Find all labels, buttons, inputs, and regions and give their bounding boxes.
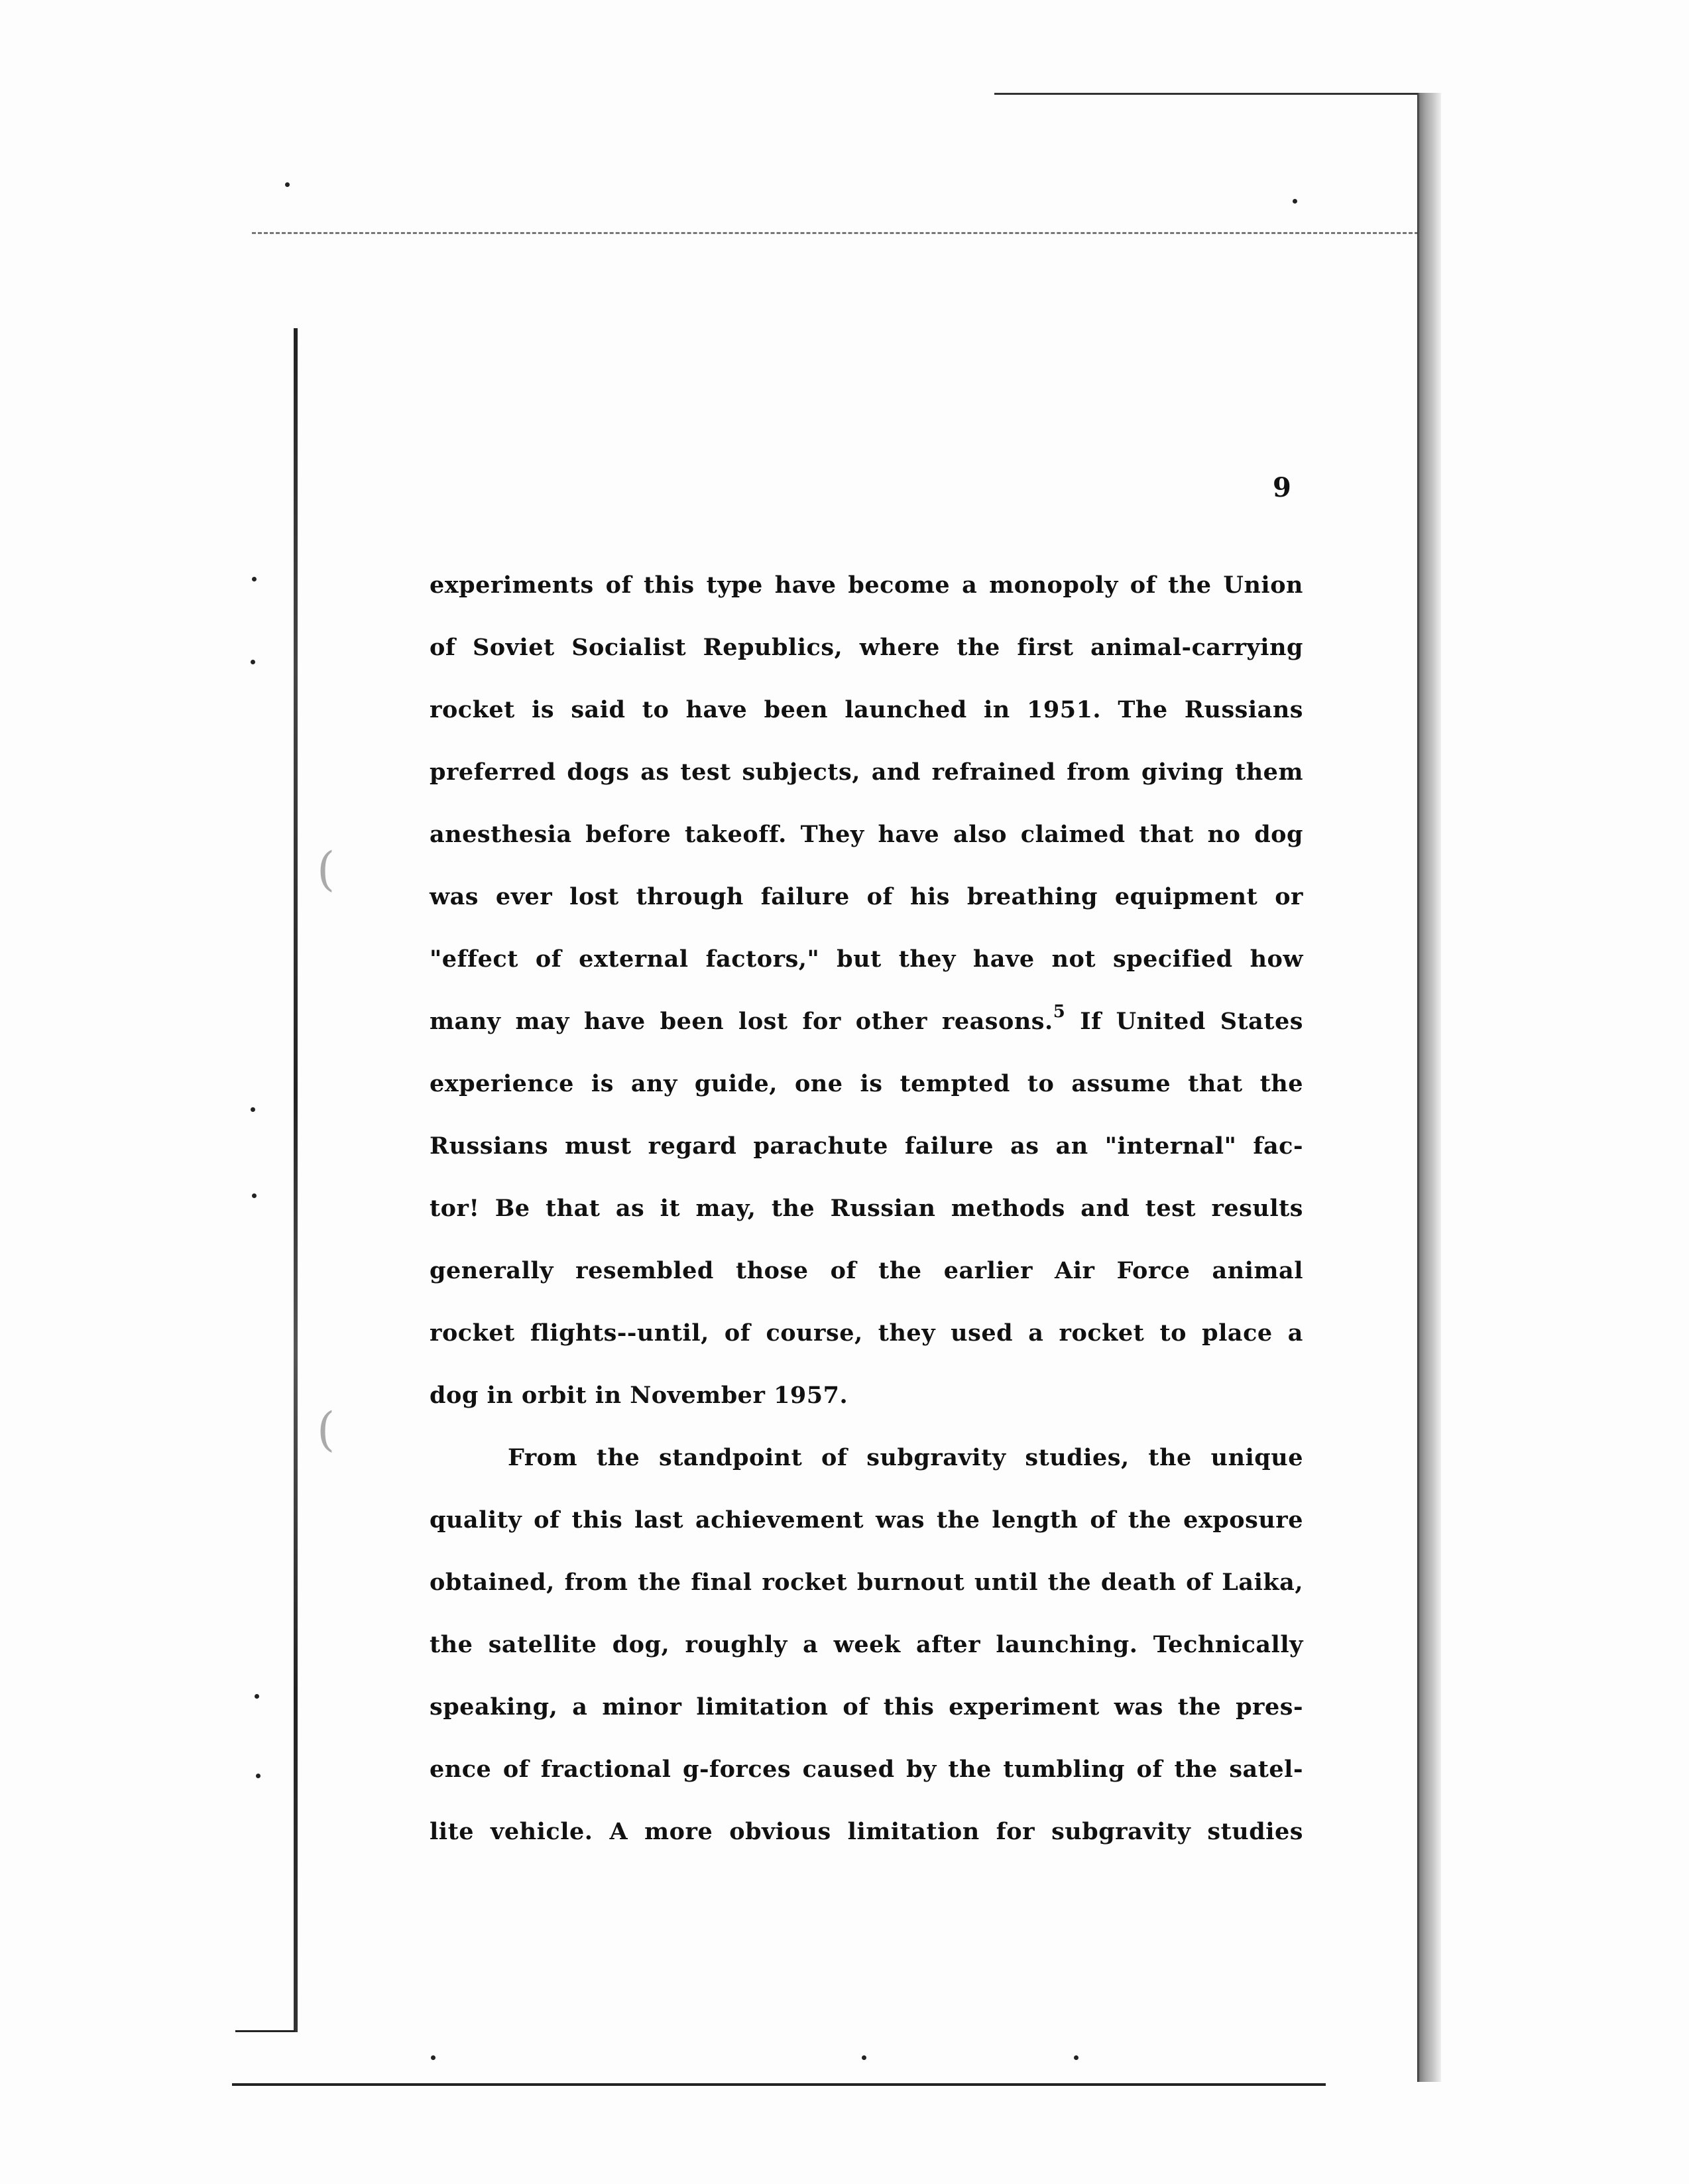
scan-speck — [252, 577, 257, 581]
text-line: was ever lost through failure of his breathing equipment or — [430, 883, 1303, 910]
text-line: preferred dogs as test subjects, and refrained from giving them — [430, 758, 1303, 786]
scan-artifact-mark: ( — [317, 842, 335, 896]
scan-rule-top — [252, 232, 1419, 234]
text-line: "effect of external factors," but they have not specified how — [430, 945, 1303, 973]
scan-edge-top — [994, 93, 1419, 95]
scan-rule-bottom — [232, 2083, 1326, 2086]
footnote-marker: 5 — [1053, 1002, 1066, 1022]
scan-rule-bottom-stub — [235, 2030, 295, 2032]
text-line: rocket is said to have been launched in 1951. The Russians — [430, 696, 1303, 723]
text-line: obtained, from the final rocket burnout until the death of Laika, — [430, 1569, 1303, 1596]
text-line-with-footnote — [430, 1003, 1303, 1065]
text-line: experience is any guide, one is tempted to assume that the — [430, 1070, 1303, 1097]
text-line: quality of this last achievement was the length of the exposure — [430, 1506, 1303, 1534]
text-line: rocket flights--until, of course, they used a rocket to place a — [430, 1319, 1303, 1347]
text-fragment: If United States — [1080, 1008, 1303, 1035]
text-line: ence of fractional g-forces caused by the tumbling of the satel- — [430, 1756, 1303, 1783]
scan-speck — [255, 1694, 259, 1699]
text-line: Russians must regard parachute failure as an "internal" fac- — [430, 1132, 1303, 1160]
scan-speck — [862, 2055, 866, 2060]
scan-speck — [285, 182, 290, 187]
scan-edge-right-shadow — [1419, 93, 1441, 2082]
text-line: anesthesia before takeoff. They have also claimed that no dog — [430, 821, 1303, 848]
text-line: tor! Be that as it may, the Russian methods and test results — [430, 1195, 1303, 1222]
text-line: lite vehicle. A more obvious limitation for subgravity studies — [430, 1818, 1303, 1845]
scan-speck — [1293, 199, 1297, 204]
page-number: 9 — [1273, 472, 1291, 503]
scan-speck — [251, 660, 255, 664]
scan-edge-left — [294, 328, 298, 2032]
text-fragment: many may have been lost for other reasons. — [430, 1008, 1053, 1035]
scan-artifact-mark: ( — [317, 1402, 335, 1457]
paragraph-last-line: dog in orbit in November 1957. — [430, 1382, 848, 1409]
scan-speck — [251, 1107, 255, 1112]
text-line: the satellite dog, roughly a week after launching. Technically — [430, 1631, 1303, 1658]
text-line: of Soviet Socialist Republics, where the first animal-carrying — [430, 634, 1303, 661]
paragraph-first-line: From the standpoint of subgravity studies, the unique — [508, 1444, 1303, 1471]
text-line: speaking, a minor limitation of this experiment was the pres- — [430, 1693, 1303, 1721]
scan-speck — [431, 2055, 436, 2060]
body-text — [430, 567, 1303, 1876]
scan-speck — [1074, 2055, 1078, 2060]
scan-speck — [256, 1774, 261, 1778]
scan-speck — [252, 1193, 257, 1198]
text-line: generally resembled those of the earlier Air Force animal — [430, 1257, 1303, 1284]
text-line: experiments of this type have become a monopoly of the Union — [430, 572, 1303, 599]
